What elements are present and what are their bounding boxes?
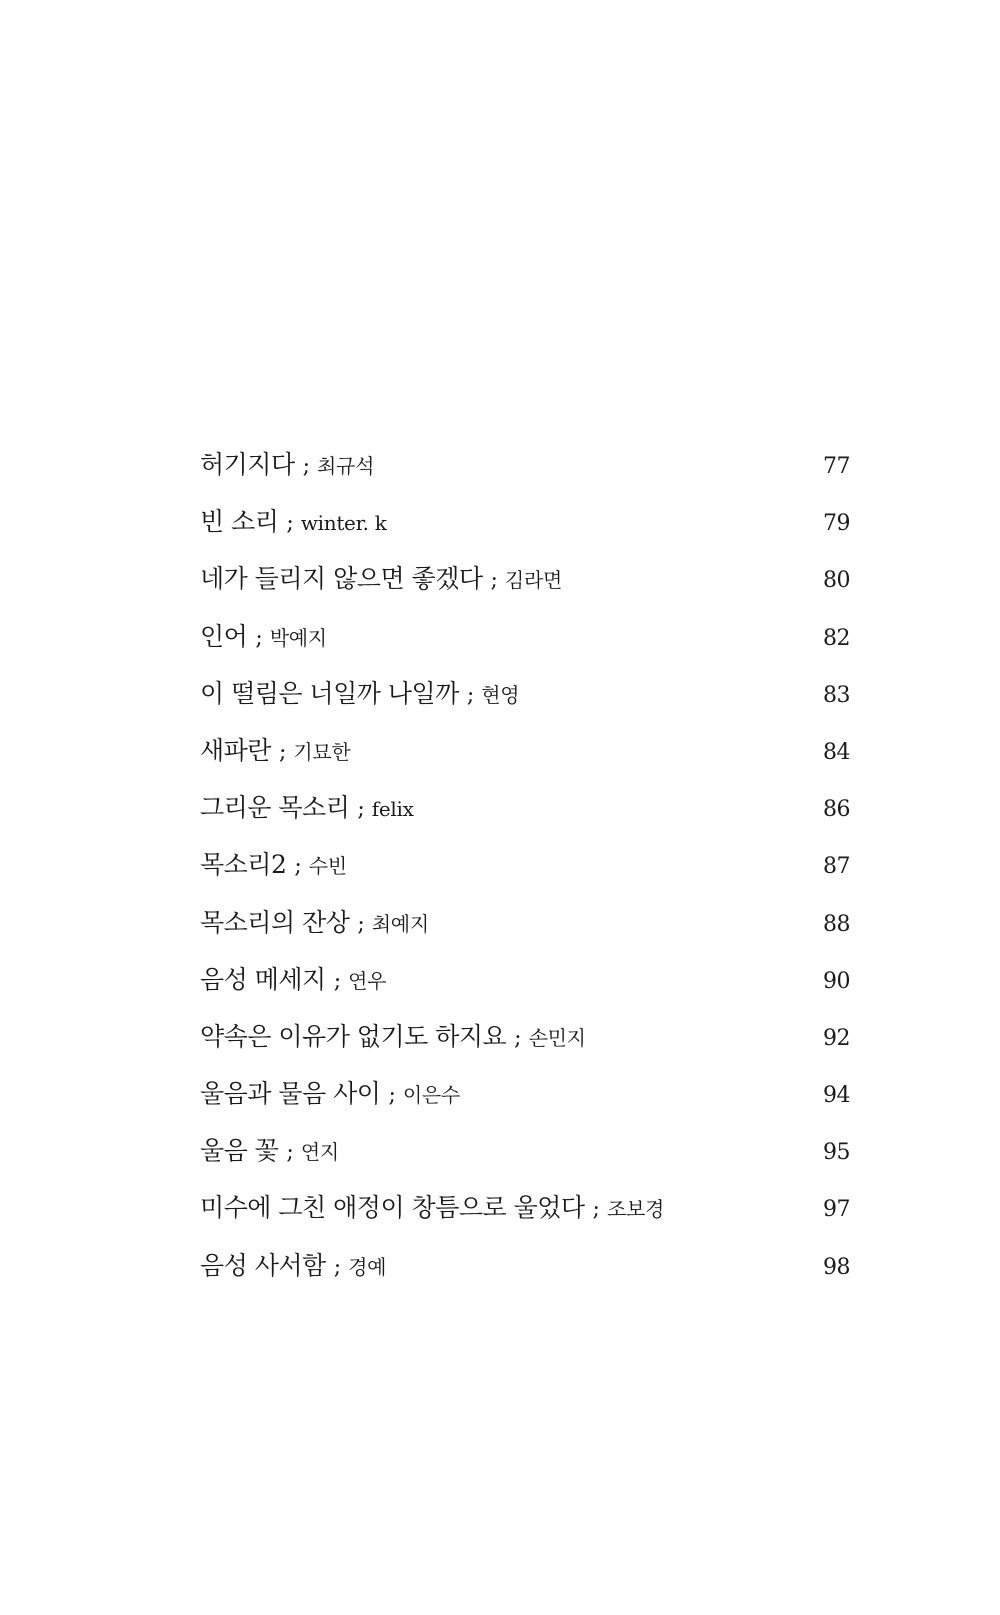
toc-entry[interactable] (200, 617, 850, 674)
entry-title: 이 떨림은 너일까 나일까 (200, 678, 459, 708)
entry-author: 연지 (300, 1140, 339, 1165)
toc-entry[interactable] (200, 502, 850, 559)
entry-title: 인어 (200, 621, 248, 651)
entry-separator: ; (302, 454, 311, 479)
entry-separator: ; (333, 968, 342, 994)
entry-page-number: 88 (823, 911, 850, 937)
entry-heading (200, 445, 374, 481)
table-of-contents (200, 445, 850, 1303)
entry-separator: ; (255, 625, 263, 651)
toc-entry[interactable] (200, 960, 850, 1017)
toc-entry[interactable] (200, 674, 850, 731)
entry-heading (200, 731, 350, 767)
toc-entry[interactable] (200, 1188, 850, 1245)
entry-title: 빈 소리 (200, 507, 279, 537)
entry-separator: ; (333, 1254, 342, 1280)
entry-page-number: 90 (823, 968, 850, 994)
entry-title: 허기지다 (200, 450, 295, 479)
toc-entry[interactable] (200, 1017, 850, 1074)
entry-page-number: 92 (823, 1025, 850, 1051)
toc-entry[interactable] (200, 845, 850, 902)
entry-author: 이은수 (402, 1083, 460, 1108)
toc-entry[interactable] (200, 903, 850, 960)
entry-title: 음성 메세지 (200, 964, 326, 994)
entry-author: 조보경 (606, 1197, 665, 1222)
entry-separator: ; (357, 911, 365, 937)
entry-separator: ; (278, 739, 287, 765)
entry-page-number: 87 (823, 854, 850, 880)
entry-heading (200, 674, 519, 710)
entry-heading (200, 1017, 586, 1053)
entry-title: 목소리2 (200, 850, 287, 880)
entry-separator: ; (294, 854, 302, 880)
entry-title: 네가 들리지 않으면 좋겠다 (200, 564, 483, 594)
entry-page-number: 82 (823, 625, 850, 651)
entry-title: 목소리의 잔상 (200, 907, 350, 937)
entry-title: 울음 꽃 (200, 1136, 279, 1166)
entry-author: 손민지 (528, 1025, 586, 1050)
entry-author: 경예 (348, 1254, 387, 1279)
entry-page-number: 83 (823, 682, 850, 708)
entry-heading (200, 1246, 386, 1282)
entry-author: 연우 (348, 968, 387, 993)
toc-entry[interactable] (200, 1074, 850, 1131)
entry-separator: ; (592, 1197, 600, 1223)
entry-author: 김라면 (504, 568, 562, 593)
toc-entry[interactable] (200, 788, 850, 845)
entry-heading (200, 502, 387, 538)
entry-heading (200, 1131, 339, 1167)
entry-page-number: 80 (823, 568, 850, 594)
entry-page-number: 77 (823, 454, 850, 479)
entry-page-number: 97 (823, 1197, 850, 1223)
toc-entry[interactable] (200, 559, 850, 616)
entry-author: winter. k (300, 511, 387, 536)
entry-title: 그리운 목소리 (200, 793, 350, 823)
entry-title: 음성 사서함 (200, 1250, 326, 1280)
entry-title: 미수에 그친 애정이 창틈으로 울었다 (200, 1193, 585, 1223)
entry-separator: ; (466, 682, 475, 708)
entry-page-number: 98 (823, 1254, 850, 1280)
entry-page-number: 79 (823, 511, 850, 537)
entry-separator: ; (514, 1025, 522, 1051)
entry-heading (200, 1074, 460, 1110)
entry-page-number: 94 (823, 1083, 850, 1109)
entry-heading (200, 788, 414, 824)
entry-heading (200, 903, 429, 939)
entry-heading (200, 1188, 664, 1224)
entry-author: 현영 (481, 682, 520, 707)
entry-separator: ; (286, 1140, 294, 1166)
toc-entry[interactable] (200, 1246, 850, 1303)
toc-entry[interactable] (200, 445, 850, 502)
entry-heading (200, 845, 347, 881)
entry-page-number: 95 (823, 1140, 850, 1166)
entry-heading (200, 617, 327, 653)
entry-page-number: 86 (823, 797, 850, 823)
entry-author: 수빈 (308, 854, 347, 879)
entry-author: 최예지 (371, 911, 429, 936)
entry-page-number: 84 (823, 739, 850, 765)
entry-heading (200, 960, 386, 996)
entry-separator: ; (286, 511, 294, 537)
entry-author: 박예지 (269, 625, 327, 650)
toc-entry[interactable] (200, 1131, 850, 1188)
entry-author: 기묘한 (293, 739, 351, 764)
entry-title: 약속은 이유가 없기도 하지요 (200, 1021, 507, 1051)
entry-heading (200, 559, 562, 595)
entry-separator: ; (490, 568, 498, 594)
entry-author: felix (371, 797, 414, 822)
entry-title: 새파란 (200, 735, 271, 765)
entry-separator: ; (388, 1083, 396, 1109)
entry-author: 최규석 (317, 454, 375, 478)
entry-title: 울음과 물음 사이 (200, 1079, 381, 1109)
entry-separator: ; (357, 797, 365, 823)
toc-entry[interactable] (200, 731, 850, 788)
